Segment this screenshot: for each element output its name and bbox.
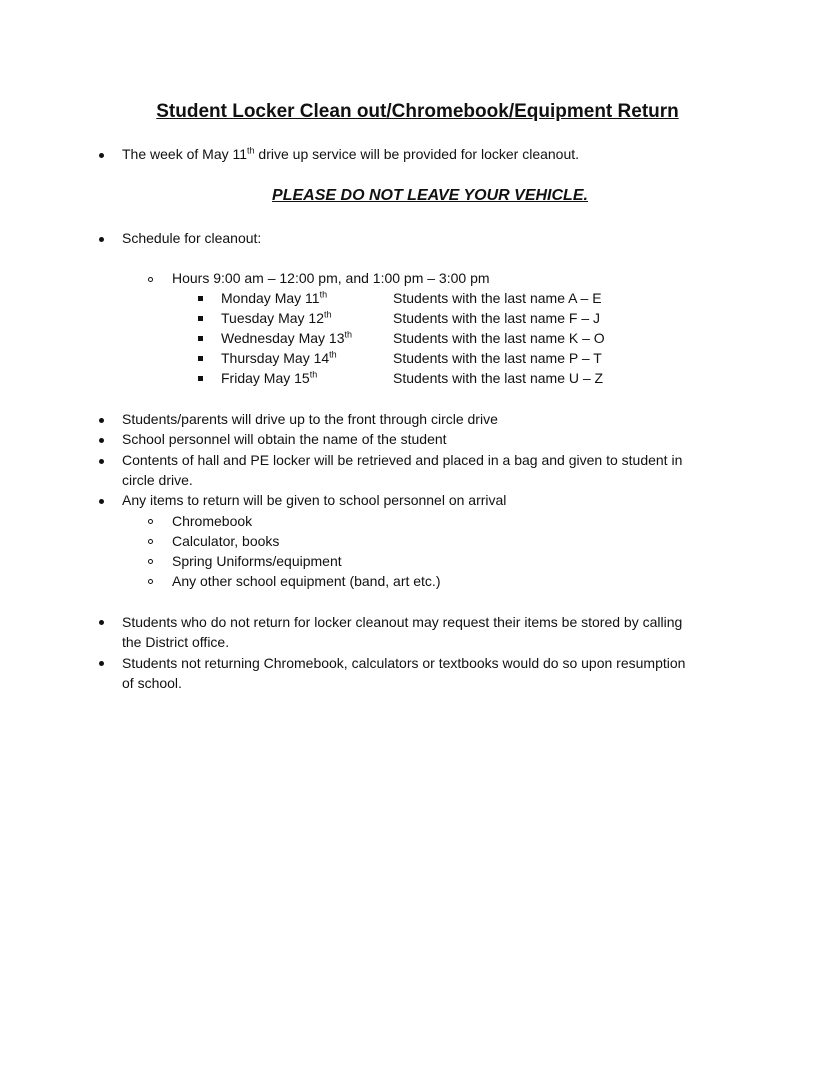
return-item: Any other school equipment (band, art etc.) <box>172 573 441 589</box>
bullet-circle-icon <box>148 277 153 282</box>
schedule-label: Schedule for cleanout: <box>122 230 262 246</box>
schedule-group: Students with the last name U – Z <box>393 370 604 386</box>
hours-text: Hours 9:00 am – 12:00 pm, and 1:00 pm – 3:00 pm <box>172 270 490 286</box>
schedule-day: Monday May 11th <box>221 289 328 306</box>
bullet-circle-icon <box>148 579 153 584</box>
bullet-circle-icon <box>148 559 153 564</box>
bullet-circle-icon <box>148 519 153 524</box>
list-item: Students/parents will drive up to the front through circle drive <box>122 411 498 427</box>
bullet-dot-icon <box>99 237 104 242</box>
list-item: Students who do not return for locker cleanout may request their items be stored by calling <box>122 614 683 630</box>
schedule-group: Students with the last name F – J <box>393 310 600 326</box>
schedule-day: Wednesday May 13th <box>221 329 352 346</box>
return-item: Chromebook <box>172 513 253 529</box>
bullet-dot-icon <box>99 499 104 504</box>
return-item: Calculator, books <box>172 533 280 549</box>
bullet-dot-icon <box>99 459 104 464</box>
intro-text: The week of May 11th drive up service will be provided for locker cleanout. <box>122 145 580 162</box>
schedule-group: Students with the last name P – T <box>393 350 602 366</box>
list-item: Any items to return will be given to school personnel on arrival <box>122 492 507 508</box>
bullet-dot-icon <box>99 418 104 423</box>
bullet-square-icon <box>198 376 203 381</box>
schedule-group: Students with the last name A – E <box>393 290 602 306</box>
bullet-square-icon <box>198 316 203 321</box>
schedule-day: Tuesday May 12th <box>221 309 332 326</box>
bullet-square-icon <box>198 336 203 341</box>
schedule-day: Friday May 15th <box>221 369 318 386</box>
bullet-dot-icon <box>99 661 104 666</box>
schedule-group: Students with the last name K – O <box>393 330 605 346</box>
warning-text: PLEASE DO NOT LEAVE YOUR VEHICLE. <box>272 187 588 204</box>
return-item: Spring Uniforms/equipment <box>172 553 342 569</box>
document-title: Student Locker Clean out/Chromebook/Equipment Return <box>156 101 679 122</box>
list-item: Students not returning Chromebook, calculators or textbooks would do so upon resumption <box>122 655 686 671</box>
bullet-dot-icon <box>99 438 104 443</box>
list-item-continuation: the District office. <box>122 634 230 650</box>
bullet-circle-icon <box>148 539 153 544</box>
list-item: School personnel will obtain the name of the student <box>122 431 447 447</box>
list-item-continuation: of school. <box>122 675 182 691</box>
list-item-continuation: circle drive. <box>122 472 193 488</box>
bullet-square-icon <box>198 356 203 361</box>
bullet-dot-icon <box>99 153 104 158</box>
list-item: Contents of hall and PE locker will be retrieved and placed in a bag and given to student in <box>122 452 683 468</box>
bullet-dot-icon <box>99 620 104 625</box>
bullet-square-icon <box>198 296 203 301</box>
schedule-day: Thursday May 14th <box>221 349 337 366</box>
